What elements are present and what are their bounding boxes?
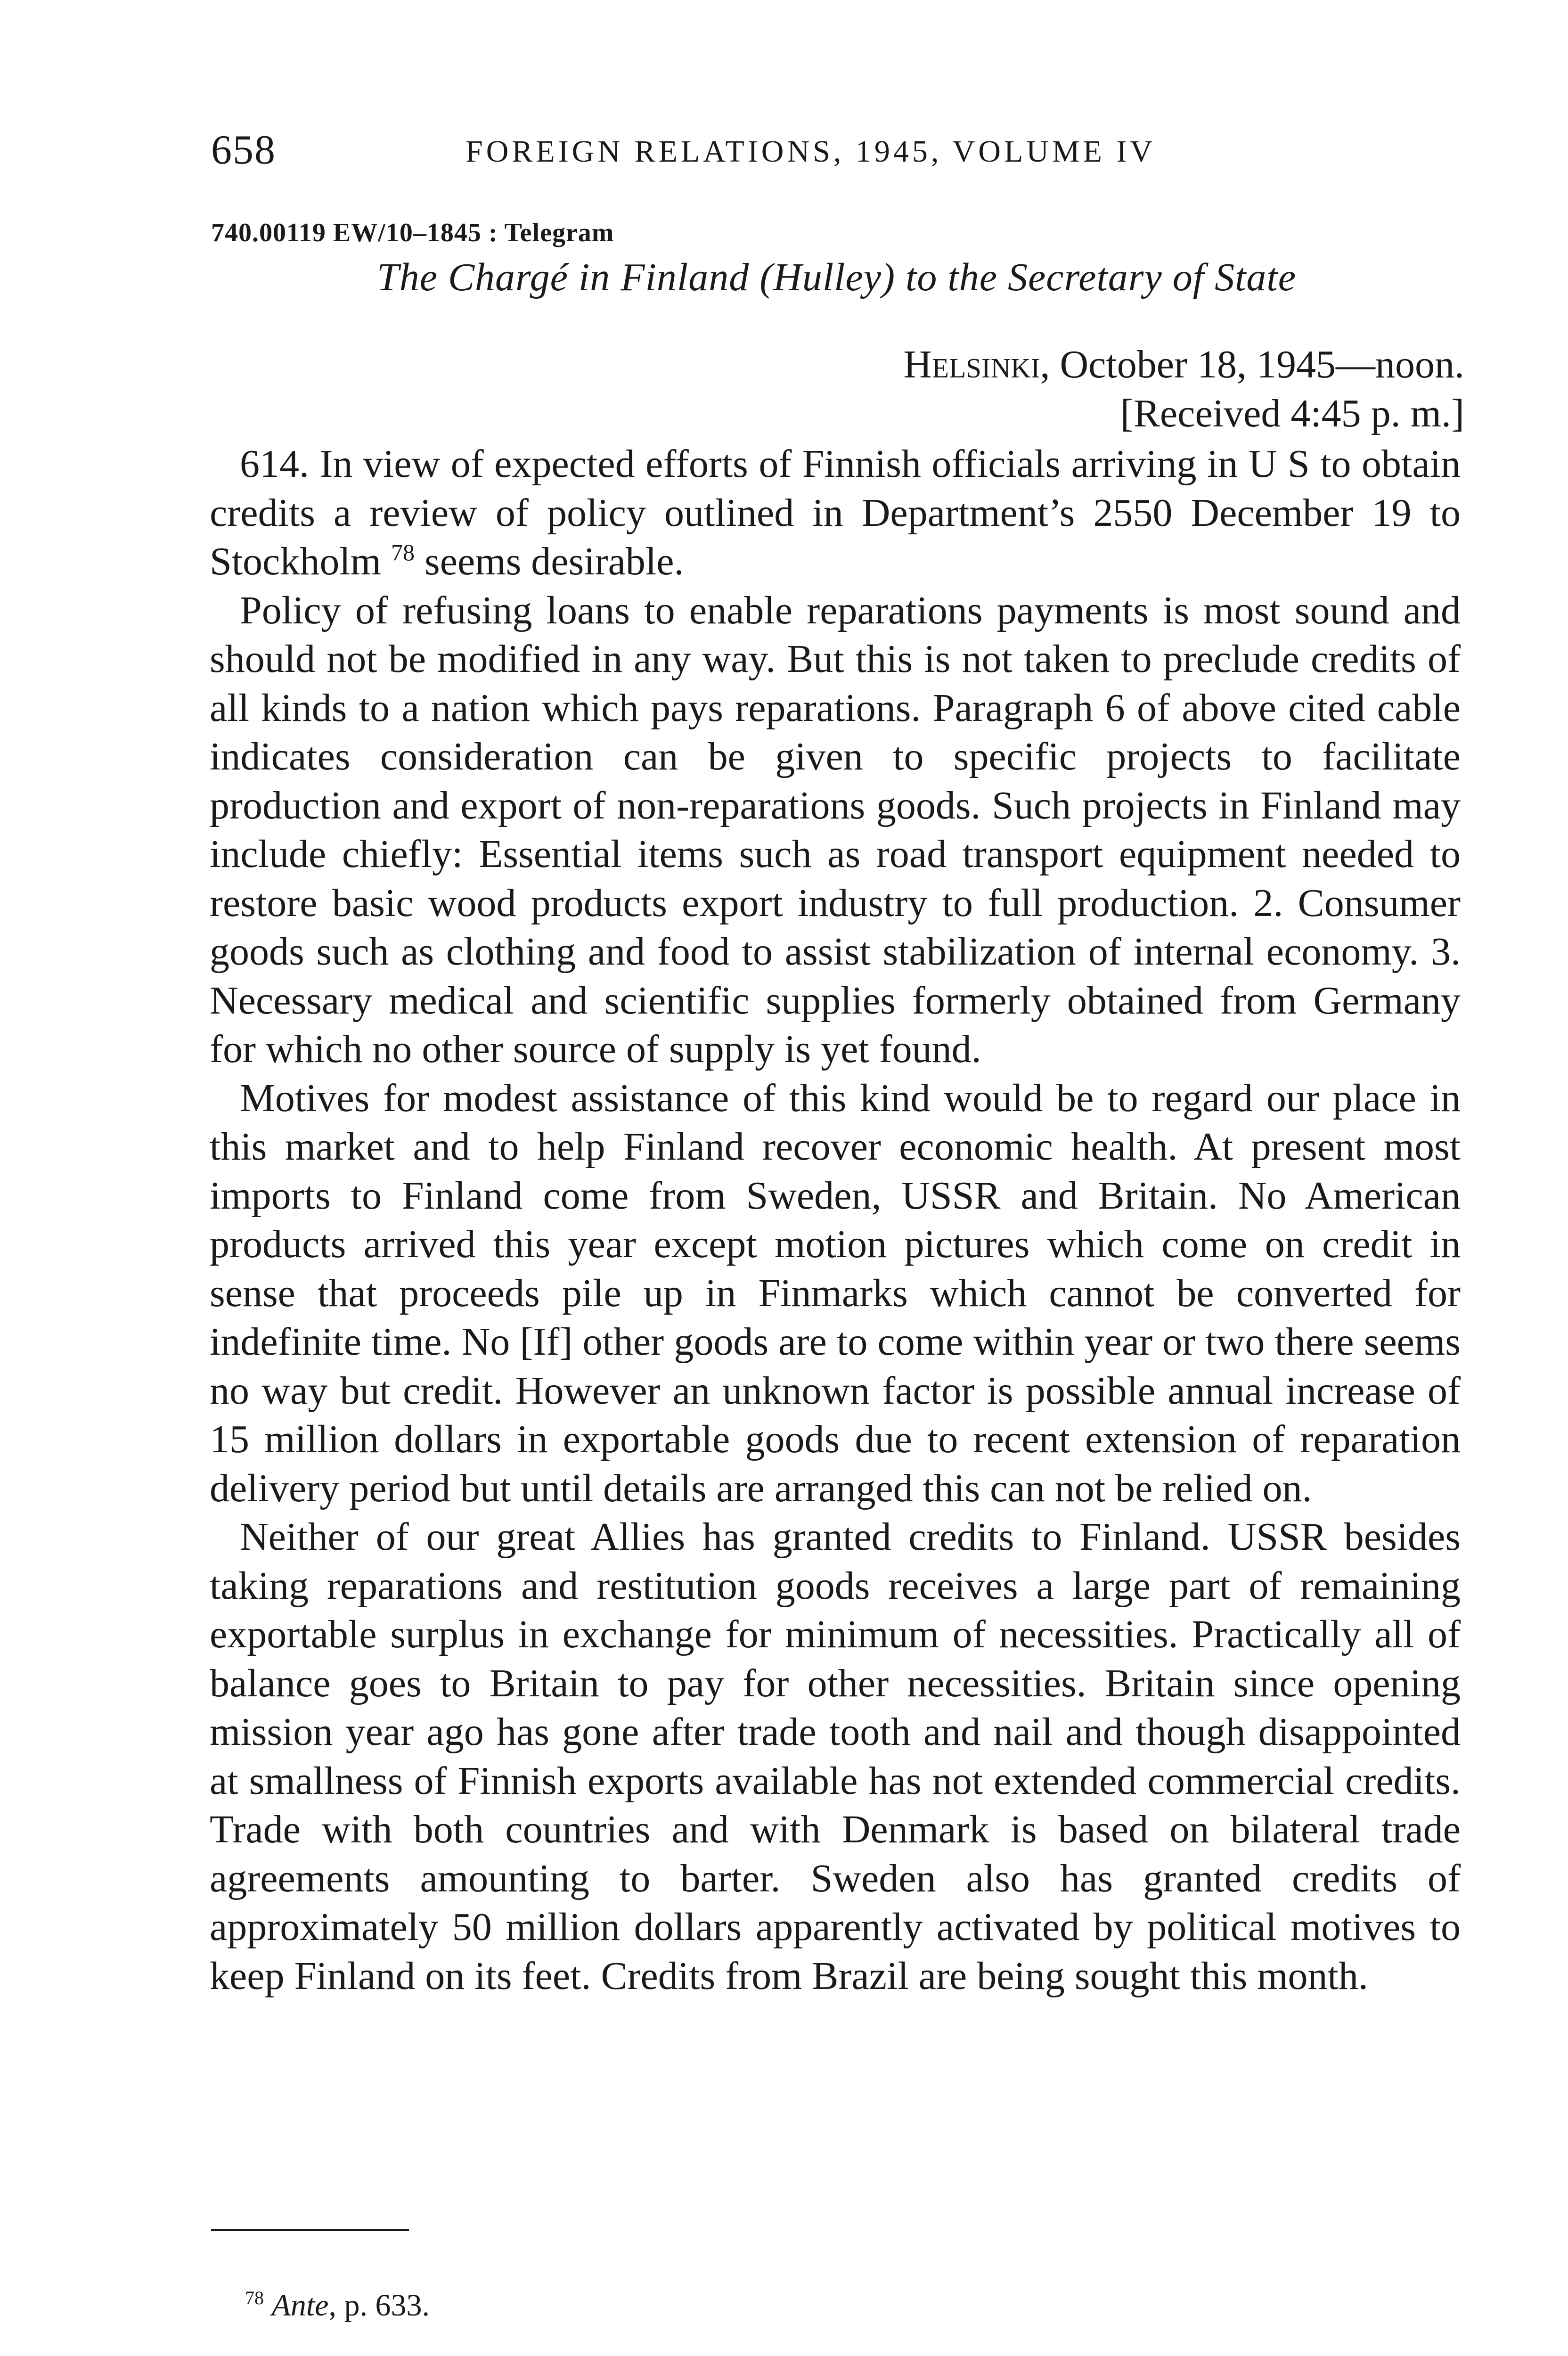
paragraph-4: Neither of our great Allies has granted credits to Finland. USSR besides taking reparations and restitution goods receives a large part of remaining exportable surplus in exchange for minimum of necessities. Practically all of balance goes to Britain to pay for other necessities. Britain since opening mission year ago has gone after trade tooth and nail and though disappointed at smallness of Finnish exports available has not extended commercial credits. Trade with both countries and with Denmark is based on bilateral trade agreements amounting to barter. Sweden also has granted credits of approximately 50 million dollars apparently activated by political motives to keep Finland on its feet. Credits from Brazil are being sought this month. bbox=[210, 1515, 1461, 1998]
file-reference: 740.00119 EW/10–1845 : Telegram bbox=[211, 218, 614, 247]
paragraph-1-end: seems desirable. bbox=[415, 540, 684, 583]
footnote-page: , p. 633. bbox=[328, 2288, 430, 2323]
paragraph-3: Motives for modest assistance of this kind would be to regard our place in this market and to help Finland recover economic health. At present most imports to Finland come from Sweden, USSR and Britain. No American products arrived this year except motion pictures which come on credit in sense that proceeds pile up in Finmarks which cannot be converted for indefinite time. No [If] other goods are to come within year or two there seems no way but credit. However an unknown factor is possible annual increase of 15 million dollars in exportable goods due to recent extension of reparation delivery period but until details are arranged this can not be relied on. bbox=[210, 1076, 1461, 1510]
dateline-place: Helsinki bbox=[903, 343, 1040, 386]
dateline bbox=[903, 340, 1464, 438]
paragraph-1 bbox=[210, 440, 1461, 586]
paragraph-1-text: 614. In view of expected efforts of Finnish officials arriving in U S to obtain credits a review of policy outlined in Department’s 2550 December 19 to Stockholm bbox=[210, 442, 1461, 583]
footnote-reference: 78 bbox=[391, 539, 415, 565]
document-title: The Chargé in Finland (Hulley) to the Secretary of State bbox=[377, 255, 1297, 299]
footnote bbox=[245, 2288, 430, 2323]
running-title: FOREIGN RELATIONS, 1945, VOLUME IV bbox=[466, 134, 1156, 169]
footnote-number: 78 bbox=[245, 2287, 264, 2308]
page-number: 658 bbox=[211, 127, 276, 173]
telegram-body bbox=[210, 440, 1461, 2000]
footnote-divider bbox=[211, 2229, 409, 2231]
footnote-ante: Ante bbox=[271, 2288, 329, 2323]
running-head bbox=[211, 126, 1469, 178]
dateline-date: , October 18, 1945—noon. bbox=[1040, 343, 1464, 386]
received-time: [Received 4:45 p. m.] bbox=[1120, 392, 1464, 435]
paragraph-2: Policy of refusing loans to enable reparations payments is most sound and should not be modified in any way. But this is not taken to preclude credits of all kinds to a nation which pays reparations. Paragraph 6 of above cited cable indicates consideration can be given to specific projects to facilitate production and export of non-reparations goods. Such projects in Finland may include chiefly: Essential items such as road transport equipment needed to restore basic wood products export industry to full production. 2. Consumer goods such as clothing and food to assist stabilization of internal economy. 3. Necessary medical and scientific supplies formerly obtained from Germany for which no other source of supply is yet found. bbox=[210, 588, 1461, 1071]
